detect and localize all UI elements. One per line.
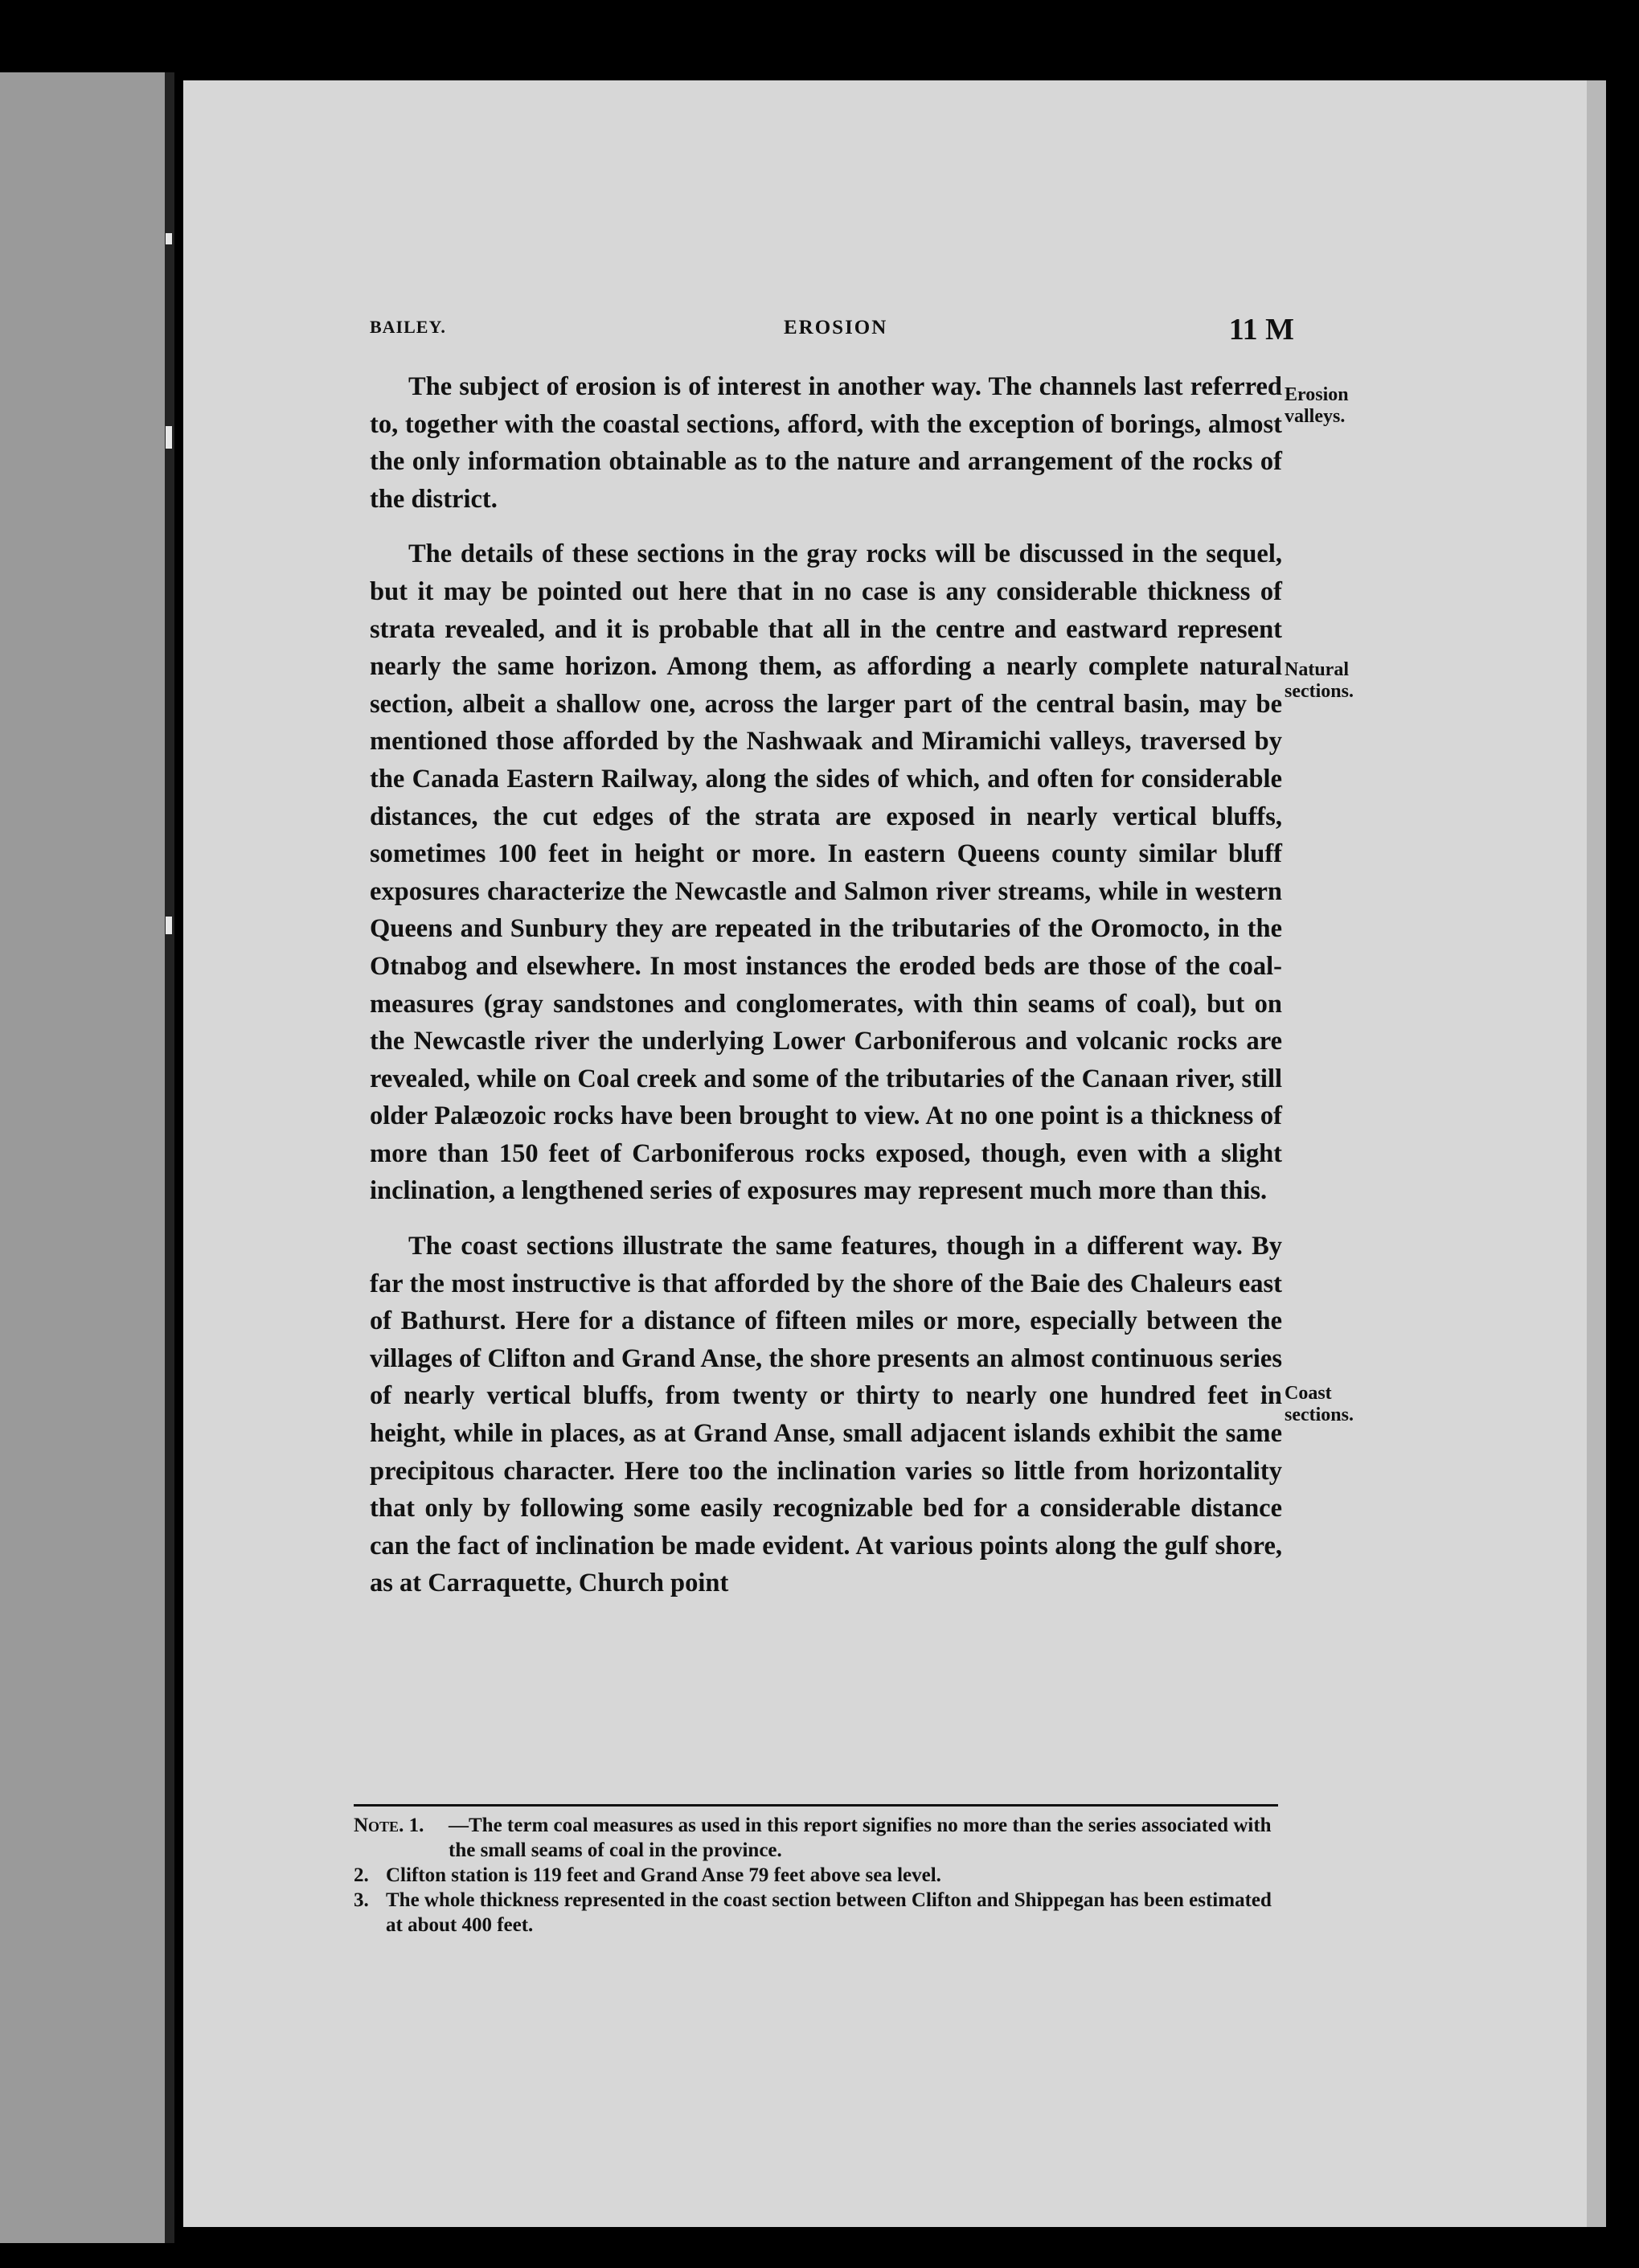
footnote-text: —The term coal measures as used in this report signifies no more than the series associated with the small seams of coal in the province. xyxy=(449,1815,1272,1861)
author-running-head: BAILEY. xyxy=(370,317,446,337)
binding-gutter xyxy=(165,72,174,2243)
sidenote-erosion-valleys xyxy=(1285,384,1389,428)
paragraph: The coast sections illustrate the same features, though in a different way. By far the most instructive is that afforded by the shore of the Baie des Chaleurs east of Bathurst. Here for a distance of fifteen miles or more, especially between the villages of Clifton and Grand Anse, the shore presents an almost continuous series of nearly vertical bluffs, from twenty or thirty to nearly one hundred feet in height, while in places, as at Grand Anse, small adjacent islands exhibit the same precipitous character. Here too the inclination varies so little from horizontality that only by following some easily recognizable bed for a considerable distance can the fact of inclination be made evident. At various points along the gulf shore, as at Carraquette, Church point xyxy=(370,1232,1282,1598)
sidenote-natural-sections xyxy=(1285,659,1389,703)
paragraph: The details of these sections in the gray rocks will be discussed in the sequel, but it may be pointed out here that in no case is any considerable thickness of strata revealed, and it is probable that all in the centre and eastward represent nearly the same horizon. Among them, as affording a nearly complete natural section, albeit a shallow one, across the larger part of the central basin, may be mentioned those afforded by the Nashwaak and Miramichi valleys, traversed by the Canada Eastern Railway, along the sides of which, and often for considerable distances, the cut edges of the strata are exposed in nearly vertical bluffs, sometimes 100 feet in height or more. In eastern Queens county similar bluff exposures characterize the Newcastle and Salmon river streams, while in western Queens and Sunbury they are repeated in the tributaries of the Oromocto, in the Otnabog and elsewhere. In most instances the eroded beds are those of the coal-measures (gray sandstones and conglomerates, with thin seams of coal), but on the Newcastle river the underlying Lower Carboniferous and volcanic rocks are revealed, while on Coal creek and some of the tributaries of the Canaan river, still older Palæozoic rocks have been brought to view. At no one point is a thickness of more than 150 feet of Carboniferous rocks exposed, though, even with a slight inclination, a lengthened series of exposures may represent much more than this. xyxy=(370,539,1282,1206)
footnote-label: Note. 1. xyxy=(354,1815,424,1836)
footnotes xyxy=(354,1804,1278,1938)
paragraph: The subject of erosion is of interest in another way. The channels last referred to, together with the coastal sections, afford, with the exception of borings, almost the only information obtainable as to the nature and arrangement of the rocks of the district. xyxy=(370,372,1282,514)
sidenote-coast-sections xyxy=(1285,1383,1389,1426)
footnote xyxy=(354,1888,1278,1938)
sidenote-line: sections. xyxy=(1285,1405,1354,1425)
sidenote-line: Natural xyxy=(1285,659,1349,680)
spine-mark xyxy=(166,426,172,449)
chapter-running-head: EROSION xyxy=(784,317,888,338)
page-number: 11 M xyxy=(1228,313,1294,347)
sidenote-line: Coast xyxy=(1285,1383,1332,1404)
page-edge-shadow xyxy=(1587,80,1606,2227)
sidenote-line: sections. xyxy=(1285,681,1354,702)
footnote-label: 3. xyxy=(354,1889,369,1911)
spine-mark xyxy=(166,917,172,934)
footnote-text: The whole thickness represented in the coast section between Clifton and Shippegan has been estimated at about 400 feet. xyxy=(386,1889,1272,1936)
footnote xyxy=(354,1813,1278,1863)
footnote xyxy=(354,1863,1278,1888)
spine-mark xyxy=(166,233,172,244)
sidenote-line: Erosion xyxy=(1285,384,1349,405)
sidenote-line: valleys. xyxy=(1285,406,1346,427)
footnote-label: 2. xyxy=(354,1864,369,1886)
footnote-text: Clifton station is 119 feet and Grand Anse 79 feet above sea level. xyxy=(386,1864,941,1886)
running-header xyxy=(370,312,1294,352)
facing-page-edge xyxy=(0,72,170,2243)
main-text xyxy=(370,368,1282,1620)
